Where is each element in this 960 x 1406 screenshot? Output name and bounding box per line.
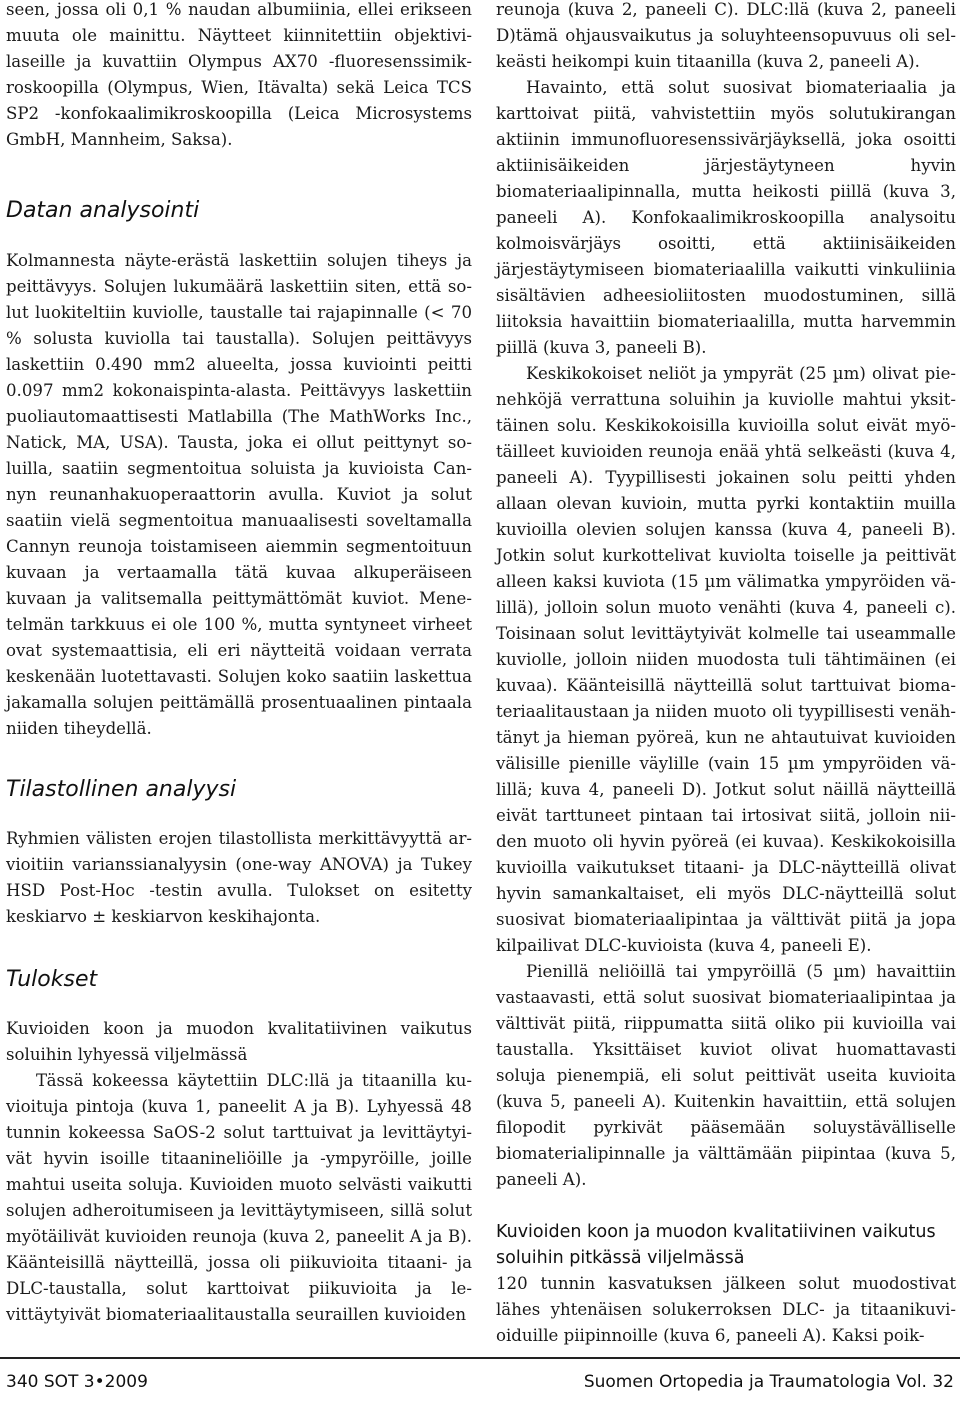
heading-statistics: Tilastollinen analyysi xyxy=(6,777,237,802)
heading-results: Tulokset xyxy=(6,967,98,992)
heading-long-culture: Kuvioiden koon ja muodon kvalitatiivinen vaikutus soluihin pitkässä viljelmässä xyxy=(496,1222,936,1268)
heading-data-analysis: Datan analysointi xyxy=(6,198,200,223)
footer-journal: Suomen Ortopedia ja Traumatologia Vol. 32 xyxy=(583,1372,954,1392)
observation-paragraph: Havainto, että solut suosivat biomateriaalia ja karttoivat piitä, vahvistettiin myös solutukirangan aktiinin immunofluoresenssivärjäyksellä, joka osoitti aktiinisäikeiden järjestäytyneen hyvin biomateriaalipinnalla, mutta heikosti piillä (kuva 3, paneeli A). Konfokaalimikroskoopilla analysoitu kolmoisvärjäys osoitti, että aktiinisäikeiden järjestäytymiseen biomateriaalilla vaikutti vinkuliinia sisältävien adheesioliitosten muodostuminen, sillä liitoksia havaittiin biomateriaalilla, mutta harvemmin piillä (kuva 3, paneeli B). xyxy=(496,78,956,357)
right-column xyxy=(496,0,956,1349)
small-patterns-paragraph: Pienillä neliöillä tai ympyröillä (5 µm) havaittiin vastaavasti, että solut suosivat biomateriaalipintaa ja välttivät piitä, riippumatta siitä oliko pii kuvioilla vai taustalla. Yksittäiset kuviot olivat huomattavasti soluja pienempiä, eli solut peittivät useita kuvioita (kuva 5, paneeli A). Kuitenkin havaittiin, että solujen filopodit pyrkivät pääsemään soluystävälliselle biomaterialipinnalle ja välttämään piipintaa (kuva 5, paneeli A). xyxy=(496,962,956,1189)
results-subheading: Kuvioiden koon ja muodon kvalitatiivinen vaikutus soluihin lyhyessä viljelmässä xyxy=(6,1019,472,1064)
intro-paragraph: seen, jossa oli 0,1 % naudan albumiinia, ellei erikseen muuta ole mainittu. Näytteet kiinnitettiin objektivilaseille ja kuvattiin Olympus AX70 -fluoresenssimikroskoopilla (Olympus, Wien, Itävalta) sekä Leica TCS SP2 -konfokaalimikroskoopilla (Leica Microsystems GmbH, Mannheim, Saksa). xyxy=(6,0,472,149)
results-paragraph: Tässä kokeessa käytettiin DLC:llä ja titaanilla kuvioituja pintoja (kuva 1, paneelit A ja B). Lyhyessä 48 tunnin kokeessa SaOS-2 solut tarttuivat ja levittäytyivät hyvin isoille titaanineliöille ja -ympyröille, joille mahtui useita soluja. Kuvioiden muoto selvästi vaikutti solujen adheroitumiseen ja levittäytymiseen, sillä solut myötäilivät kuvioiden reunoja (kuva 2, paneelit A ja B). Käänteisillä näytteillä, jossa oli piikuvioita titaani- ja DLC-taustalla, solut karttoivat piikuvioita ja levittäytyivät biomateriaalitaustalla seuraillen kuvioiden xyxy=(6,1071,472,1324)
medium-patterns-paragraph: Keskikokoiset neliöt ja ympyrät (25 µm) olivat pienehköjä verrattuna soluihin ja kuviolle mahtui yksittäinen solu. Keskikokoisilla kuvioilla solut eivät myötäilleet kuvioiden reunoja enää yhtä selkeästi (kuva 4, paneeli A). Tyypillisesti jokainen solu peitti yhden allaan olevan kuvioin, mutta pyrki kontaktiin muilla kuvioilla olevien solujen kanssa (kuva 4, paneeli B). Jotkin solut kurkottelivat kuviolta toiselle ja peittivät alleen kaksi kuviota (15 µm välimatka ympyröiden välillä), jolloin solun muoto venähti (kuva 4, paneeli c). Toisinaan solut levittäytyivät kolmelle tai useammalle kuviolle, jolloin niiden muodosta tuli tähtimäinen (ei kuvaa). Käänteisillä näytteillä solut tarttuivat biomateriaalitaustaan ja niiden muoto oli tyypillisesti venähtänyt ja hieman pyöreä, kun ne ahtautuivat kuvioiden välisille pienille väylille (vain 15 µm ympyröiden välillä; kuva 4, paneeli D). Jotkut solut näillä näytteillä eivät tarttuneet pintaan tai irtosivat siitä, jolloin niiden muoto oli hyvin pyöreä (ei kuvaa). Keskikokoisilla kuvioilla vaikutukset titaani- ja DLC-näytteillä olivat hyvin samankaltaiset, eli myös DLC-näytteillä solut suosivat biomateriaalipintaa ja välttivät piitä ja jopa kilpailivat DLC-kuvioista (kuva 4, paneeli E). xyxy=(496,364,956,955)
long-culture-paragraph: 120 tunnin kasvatuksen jälkeen solut muodostivat lähes yhtenäisen solukerroksen DLC- ja titaanikuvioiduille piipinnoille (kuva 6, paneeli A). Kaksi poik- xyxy=(496,1274,956,1345)
data-analysis-paragraph: Kolmannesta näyte-erästä laskettiin solujen tiheys ja peittävyys. Solujen lukumäärä laskettiin siten, että solut luokiteltiin kuviolle, taustalle tai rajapinnalle (< 70 % solusta kuviolla tai taustalla). Solujen peittävyys laskettiin 0.490 mm2 alueelta, jossa kuviointi peitti 0.097 mm2 kokonaispinta-alasta. Peittävyys laskettiin puoliautomaattisesti Matlabilla (The MathWorks Inc., Natick, MA, USA). Tausta, joka ei ollut peittynyt soluilla, saatiin segmentoitua soluista ja kuvioista Cannyn reunanhakuoperaattorin avulla. Kuviot ja solut saatiin vielä segmentoitua manuaalisesti soveltamalla Cannyn reunoja toistamiseen aiemmin segmentoituun kuvaan ja vertaamalla tätä kuvaa alkuperäiseen kuvaan ja valitsemalla peittymättömät kuviot. Menetelmän tarkkuus ei ole 100 %, mutta syntyneet virheet ovat systemaattisia, eli eri näytteitä voidaan verrata keskenään luotettavasti. Solujen koko saatiin laskettua jakamalla solujen peittämällä prosentuaalinen pintaala niiden tiheydellä. xyxy=(6,251,472,738)
left-column xyxy=(6,0,472,1328)
statistics-paragraph: Ryhmien välisten erojen tilastollista merkittävyyttä arvioitiin varianssianalyysin (one-way ANOVA) ja Tukey HSD Post-Hoc -testin avulla. Tulokset on esitetty keskiarvo ± keskiarvon keskihajonta. xyxy=(6,829,472,926)
footer-issue: 340 SOT 3•2009 xyxy=(6,1372,148,1392)
footer-divider xyxy=(0,1357,960,1359)
continued-paragraph: reunoja (kuva 2, paneeli C). DLC:llä (kuva 2, paneeli D)tämä ohjausvaikutus ja soluyhteensopuvuus oli selkeästi heikompi kuin titaanilla (kuva 2, paneeli A). xyxy=(496,0,956,71)
